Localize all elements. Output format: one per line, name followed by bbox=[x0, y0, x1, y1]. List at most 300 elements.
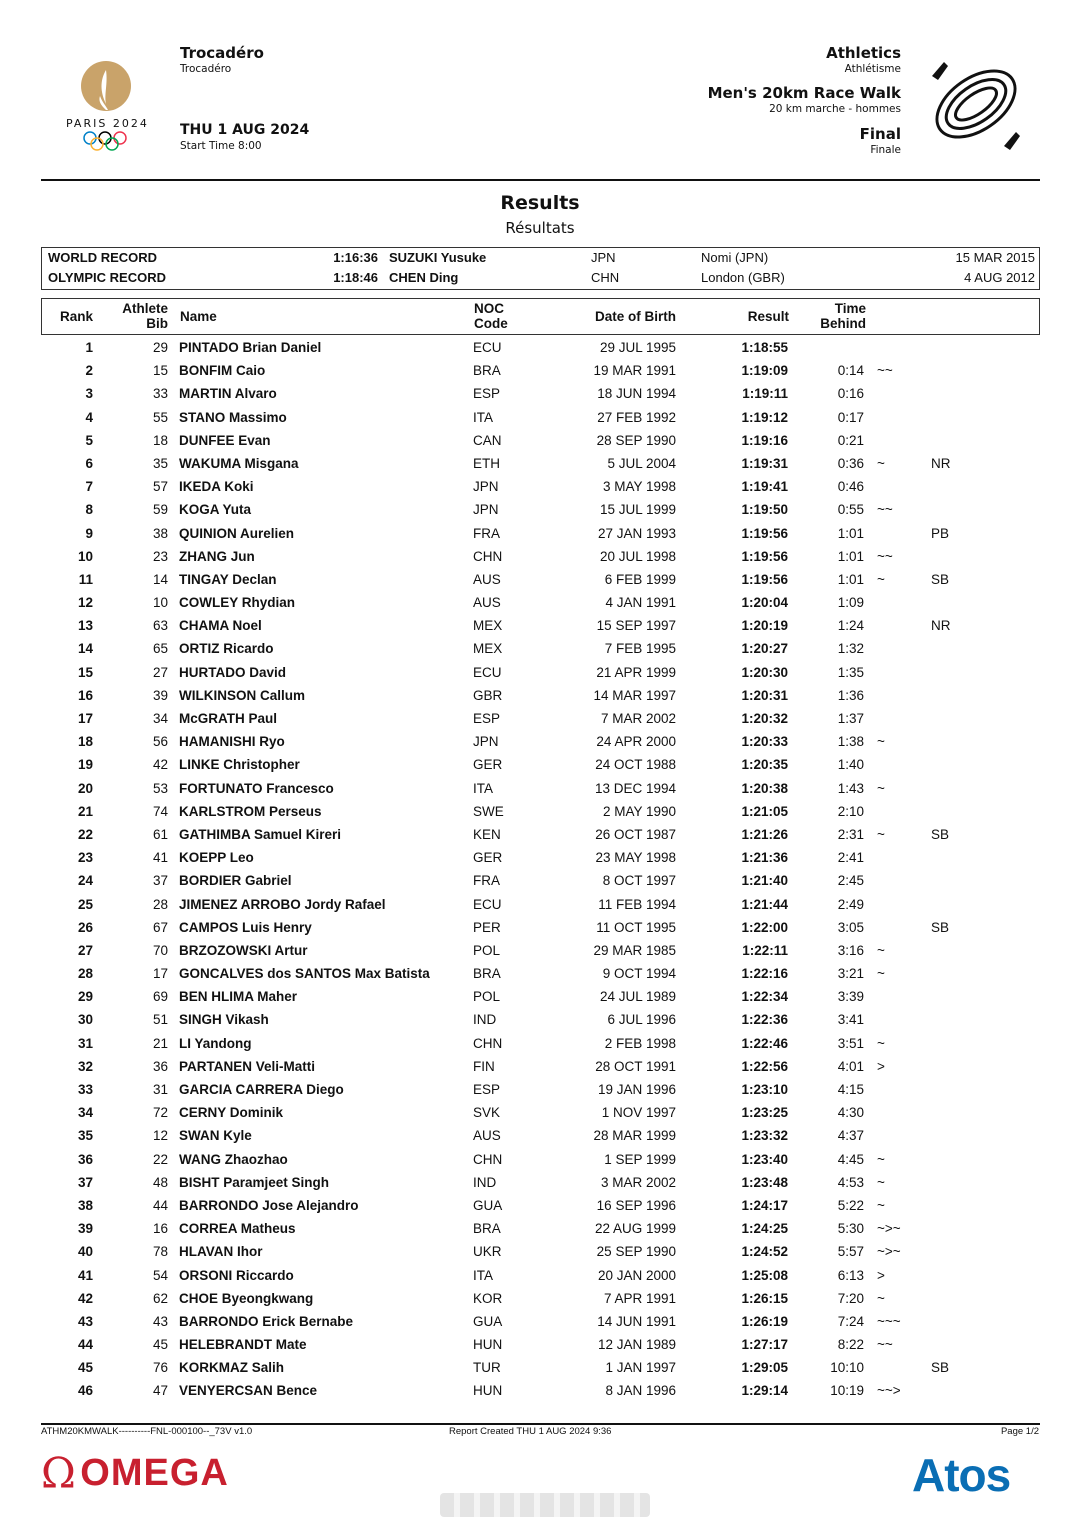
rank-cell: 10 bbox=[77, 548, 93, 564]
date-of-birth: 23 MAY 1998 bbox=[595, 850, 676, 866]
table-row bbox=[41, 662, 1040, 685]
athlete-name: WILKINSON Callum bbox=[179, 687, 306, 703]
time-behind: 4:15 bbox=[837, 1082, 864, 1097]
table-row bbox=[41, 731, 1040, 754]
noc-code: MEX bbox=[473, 618, 503, 634]
date-of-birth: 7 FEB 1995 bbox=[604, 641, 676, 657]
result-time: 1:21:40 bbox=[741, 873, 788, 889]
noc-code: ITA bbox=[473, 1267, 493, 1283]
rank-cell: 21 bbox=[77, 803, 93, 819]
noc-code: BRA bbox=[473, 1221, 501, 1237]
record-noc: CHN bbox=[591, 270, 620, 285]
rank-cell: 2 bbox=[85, 363, 93, 379]
table-row bbox=[41, 407, 1040, 430]
rank-cell: 45 bbox=[77, 1360, 93, 1376]
phase-subtitle: Finale bbox=[870, 144, 901, 156]
date-of-birth: 29 MAR 1985 bbox=[593, 942, 676, 958]
athlete-name: IKEDA Koki bbox=[179, 479, 254, 495]
noc-code: TUR bbox=[473, 1360, 501, 1376]
time-behind: 1:40 bbox=[837, 757, 864, 773]
noc-code: GBR bbox=[473, 687, 503, 703]
date-of-birth: 1 SEP 1999 bbox=[604, 1151, 676, 1167]
record-badge: SB bbox=[931, 826, 950, 842]
rank-cell: 44 bbox=[77, 1337, 93, 1353]
result-time: 1:20:04 bbox=[741, 595, 788, 611]
time-behind: 4:01 bbox=[837, 1058, 864, 1074]
athlete-name: ZHANG Jun bbox=[179, 548, 255, 564]
athlete-name: KORKMAZ Salih bbox=[179, 1360, 285, 1376]
noc-code: GUA bbox=[473, 1313, 503, 1329]
result-time: 1:20:30 bbox=[741, 664, 788, 680]
date-of-birth: 11 FEB 1994 bbox=[598, 896, 676, 912]
col-rank: Rank bbox=[60, 309, 94, 324]
table-row bbox=[41, 894, 1040, 917]
rank-cell: 41 bbox=[77, 1267, 93, 1283]
bib-cell: 74 bbox=[152, 803, 168, 819]
athlete-name: PINTADO Brian Daniel bbox=[179, 340, 322, 355]
result-time: 1:20:27 bbox=[741, 641, 788, 657]
athlete-name: WANG Zhaozhao bbox=[179, 1151, 288, 1167]
rank-cell: 25 bbox=[77, 896, 93, 912]
result-time: 1:19:31 bbox=[741, 455, 788, 471]
sport-subtitle: Athlétisme bbox=[844, 63, 901, 75]
table-row bbox=[41, 1218, 1040, 1241]
bib-cell: 38 bbox=[152, 525, 168, 541]
table-row bbox=[41, 546, 1040, 569]
time-behind: 4:30 bbox=[837, 1105, 864, 1121]
result-time: 1:19:56 bbox=[741, 525, 788, 541]
record-date: 4 AUG 2012 bbox=[964, 270, 1035, 285]
date-of-birth: 24 OCT 1988 bbox=[595, 757, 676, 773]
time-behind: 1:01 bbox=[837, 571, 864, 587]
athlete-name: KOGA Yuta bbox=[179, 502, 252, 518]
time-behind: 4:37 bbox=[837, 1128, 864, 1144]
time-behind: 1:38 bbox=[837, 734, 864, 750]
noc-code: JPN bbox=[473, 502, 499, 518]
date-of-birth: 19 MAR 1991 bbox=[593, 363, 676, 379]
result-time: 1:23:32 bbox=[741, 1128, 788, 1144]
bib-cell: 47 bbox=[152, 1383, 168, 1399]
table-row bbox=[41, 337, 1040, 360]
time-behind: 4:53 bbox=[837, 1174, 864, 1190]
noc-code: CAN bbox=[473, 432, 502, 448]
time-behind: 1:01 bbox=[837, 525, 864, 541]
bib-cell: 45 bbox=[152, 1337, 168, 1353]
bib-cell: 56 bbox=[152, 734, 168, 750]
col-dob: Date of Birth bbox=[595, 309, 676, 324]
col-noc-line1: NOC bbox=[474, 301, 504, 316]
result-time: 1:20:38 bbox=[741, 780, 788, 796]
athlete-name: BRZOZOWSKI Artur bbox=[179, 942, 308, 958]
athlete-name: TINGAY Declan bbox=[179, 571, 277, 587]
bib-cell: 31 bbox=[152, 1082, 168, 1097]
record-badge: SB bbox=[931, 1360, 950, 1376]
rank-cell: 12 bbox=[77, 595, 93, 611]
result-time: 1:24:17 bbox=[741, 1197, 788, 1213]
date-of-birth: 28 SEP 1990 bbox=[596, 432, 676, 448]
rank-cell: 35 bbox=[77, 1128, 93, 1144]
result-time: 1:20:32 bbox=[741, 711, 788, 726]
warning-marks: ~ bbox=[877, 571, 885, 587]
table-row bbox=[41, 1079, 1040, 1102]
rank-cell: 8 bbox=[85, 502, 93, 518]
result-time: 1:20:31 bbox=[741, 687, 788, 703]
time-behind: 6:13 bbox=[837, 1267, 864, 1283]
noc-code: POL bbox=[473, 942, 501, 958]
athlete-name: ORSONI Riccardo bbox=[179, 1267, 294, 1283]
table-row bbox=[41, 453, 1040, 476]
rank-cell: 38 bbox=[77, 1197, 93, 1213]
athlete-name: HURTADO David bbox=[179, 664, 287, 680]
bib-cell: 22 bbox=[152, 1151, 168, 1167]
athlete-name: WAKUMA Misgana bbox=[179, 455, 299, 471]
rank-cell: 34 bbox=[77, 1105, 93, 1121]
table-row bbox=[41, 963, 1040, 986]
result-time: 1:29:05 bbox=[741, 1360, 788, 1376]
date-of-birth: 7 MAR 2002 bbox=[600, 711, 676, 726]
footer-divider bbox=[41, 1423, 1040, 1425]
rank-cell: 13 bbox=[77, 618, 93, 634]
result-time: 1:24:52 bbox=[741, 1244, 788, 1260]
date-of-birth: 11 OCT 1995 bbox=[596, 919, 676, 935]
noc-code: UKR bbox=[473, 1244, 502, 1260]
rank-cell: 6 bbox=[85, 455, 93, 471]
warning-marks: ~ bbox=[877, 1197, 885, 1213]
result-time: 1:25:08 bbox=[741, 1267, 788, 1283]
date-of-birth: 15 SEP 1997 bbox=[596, 618, 676, 634]
table-row bbox=[41, 1380, 1040, 1403]
bib-cell: 42 bbox=[152, 757, 168, 773]
athlete-name: BONFIM Caio bbox=[179, 363, 266, 379]
noc-code: ECU bbox=[473, 896, 502, 912]
bib-cell: 39 bbox=[152, 687, 168, 703]
noc-code: BRA bbox=[473, 966, 501, 982]
warning-marks: > bbox=[877, 1058, 885, 1074]
rank-cell: 36 bbox=[77, 1151, 93, 1167]
rank-cell: 17 bbox=[77, 711, 93, 726]
athlete-name: JIMENEZ ARROBO Jordy Rafael bbox=[179, 896, 386, 912]
time-behind: 0:36 bbox=[837, 455, 864, 471]
rank-cell: 31 bbox=[77, 1035, 93, 1051]
result-time: 1:18:55 bbox=[741, 340, 788, 355]
noc-code: SWE bbox=[473, 803, 504, 819]
noc-code: CHN bbox=[473, 548, 503, 564]
bib-cell: 69 bbox=[152, 989, 168, 1005]
time-behind: 5:57 bbox=[837, 1244, 864, 1260]
record-label: OLYMPIC RECORD bbox=[48, 270, 166, 285]
result-time: 1:22:00 bbox=[741, 919, 788, 935]
time-behind: 3:05 bbox=[837, 919, 864, 935]
result-time: 1:27:17 bbox=[741, 1337, 788, 1353]
noc-code: ETH bbox=[473, 455, 500, 471]
rank-cell: 23 bbox=[77, 850, 93, 866]
result-time: 1:23:48 bbox=[741, 1174, 788, 1190]
noc-code: ESP bbox=[473, 1082, 501, 1097]
table-row bbox=[41, 1195, 1040, 1218]
table-row bbox=[41, 592, 1040, 615]
time-behind: 3:16 bbox=[837, 942, 864, 958]
time-behind: 2:45 bbox=[837, 873, 864, 889]
table-row bbox=[41, 1149, 1040, 1172]
date-of-birth: 18 JUN 1994 bbox=[597, 386, 676, 402]
table-row bbox=[41, 870, 1040, 893]
time-behind: 3:21 bbox=[837, 966, 864, 982]
noc-code: CHN bbox=[473, 1151, 503, 1167]
athlete-name: CHAMA Noel bbox=[179, 618, 262, 634]
noc-code: FRA bbox=[473, 873, 500, 889]
table-row bbox=[41, 1009, 1040, 1032]
date-of-birth: 13 DEC 1994 bbox=[594, 780, 676, 796]
bib-cell: 41 bbox=[152, 850, 168, 866]
date-of-birth: 22 AUG 1999 bbox=[594, 1221, 676, 1237]
rank-cell: 37 bbox=[77, 1174, 93, 1190]
result-time: 1:19:50 bbox=[741, 502, 788, 518]
warning-marks: ~~ bbox=[877, 363, 893, 379]
table-row bbox=[41, 1125, 1040, 1148]
table-row bbox=[41, 986, 1040, 1009]
athlete-name: McGRATH Paul bbox=[179, 711, 278, 726]
time-behind: 1:24 bbox=[837, 618, 864, 634]
record-time: 1:16:36 bbox=[333, 250, 378, 265]
record-badge: NR bbox=[931, 618, 951, 634]
omega-symbol-icon: Ω bbox=[41, 1448, 76, 1498]
date-of-birth: 7 APR 1991 bbox=[603, 1290, 676, 1306]
time-behind: 0:17 bbox=[837, 409, 864, 425]
bib-cell: 17 bbox=[152, 966, 168, 982]
rank-cell: 11 bbox=[78, 571, 93, 587]
record-label: WORLD RECORD bbox=[48, 250, 158, 265]
warning-marks: ~ bbox=[877, 780, 885, 796]
bib-cell: 43 bbox=[152, 1313, 168, 1329]
noc-code: KOR bbox=[473, 1290, 503, 1306]
result-time: 1:22:11 bbox=[742, 942, 788, 958]
time-behind: 4:45 bbox=[837, 1151, 864, 1167]
bib-cell: 63 bbox=[152, 618, 168, 634]
table-row bbox=[41, 1033, 1040, 1056]
table-row bbox=[41, 917, 1040, 940]
athlete-name: CORREA Matheus bbox=[179, 1221, 296, 1237]
athlete-name: HAMANISHI Ryo bbox=[179, 734, 285, 750]
athlete-name: GONCALVES dos SANTOS Max Batista bbox=[179, 966, 430, 982]
warning-marks: ~ bbox=[877, 1290, 885, 1306]
warning-marks: ~ bbox=[877, 734, 885, 750]
date-of-birth: 24 JUL 1989 bbox=[599, 989, 676, 1005]
result-time: 1:24:25 bbox=[741, 1221, 788, 1237]
bib-cell: 70 bbox=[152, 942, 168, 958]
table-row bbox=[41, 1056, 1040, 1079]
date-of-birth: 1 JAN 1997 bbox=[605, 1360, 676, 1376]
event-subtitle: 20 km marche - hommes bbox=[769, 103, 901, 115]
bib-cell: 51 bbox=[152, 1012, 168, 1028]
athlete-name: SINGH Vikash bbox=[179, 1012, 269, 1028]
date-of-birth: 24 APR 2000 bbox=[596, 734, 676, 750]
noc-code: MEX bbox=[473, 641, 503, 657]
noc-code: JPN bbox=[473, 734, 499, 750]
col-name: Name bbox=[180, 309, 217, 324]
athlete-name: MARTIN Alvaro bbox=[179, 386, 277, 402]
table-row bbox=[41, 383, 1040, 406]
rank-cell: 3 bbox=[85, 386, 93, 402]
time-behind: 2:10 bbox=[837, 803, 864, 819]
rank-cell: 5 bbox=[85, 432, 93, 448]
rank-cell: 46 bbox=[77, 1383, 93, 1399]
warning-marks: ~~~ bbox=[877, 1313, 901, 1329]
noc-code: BRA bbox=[473, 363, 501, 379]
noc-code: AUS bbox=[473, 571, 501, 587]
atos-logo: Atos bbox=[912, 1449, 1011, 1501]
noc-code: IND bbox=[473, 1012, 497, 1028]
noc-code: AUS bbox=[473, 1128, 501, 1144]
date-of-birth: 3 MAY 1998 bbox=[602, 479, 676, 495]
time-behind: 0:14 bbox=[837, 363, 864, 379]
bib-cell: 62 bbox=[152, 1290, 168, 1306]
athlete-name: GARCIA CARRERA Diego bbox=[179, 1082, 344, 1097]
table-row bbox=[41, 1102, 1040, 1125]
event-date: THU 1 AUG 2024 bbox=[180, 122, 310, 138]
date-of-birth: 5 JUL 2004 bbox=[607, 455, 676, 471]
time-behind: 2:31 bbox=[837, 826, 864, 842]
date-of-birth: 3 MAR 2002 bbox=[600, 1174, 676, 1190]
time-behind: 1:01 bbox=[837, 548, 864, 564]
col-result: Result bbox=[747, 309, 789, 324]
col-behind-line1: Time bbox=[834, 301, 866, 316]
warning-marks: ~>~ bbox=[877, 1244, 901, 1260]
time-behind: 1:43 bbox=[837, 780, 864, 796]
col-bib-line1: Athlete bbox=[122, 301, 168, 316]
date-of-birth: 4 JAN 1991 bbox=[605, 595, 676, 611]
date-of-birth: 28 OCT 1991 bbox=[595, 1058, 676, 1074]
noc-code: IND bbox=[473, 1174, 497, 1190]
noc-code: KEN bbox=[473, 826, 501, 842]
omega-wordmark: OMEGA bbox=[80, 1452, 229, 1494]
page-number: Page 1/2 bbox=[1000, 1426, 1039, 1437]
result-time: 1:21:05 bbox=[741, 803, 788, 819]
date-of-birth: 27 JAN 1993 bbox=[597, 525, 676, 541]
athlete-name: BARRONDO Jose Alejandro bbox=[179, 1197, 359, 1213]
bib-cell: 55 bbox=[152, 409, 168, 425]
date-of-birth: 14 MAR 1997 bbox=[593, 687, 676, 703]
warning-marks: ~ bbox=[877, 455, 885, 471]
noc-code: HUN bbox=[473, 1383, 503, 1399]
result-time: 1:23:10 bbox=[741, 1082, 788, 1097]
noc-code: FRA bbox=[473, 525, 500, 541]
bib-cell: 23 bbox=[152, 548, 168, 564]
date-of-birth: 8 OCT 1997 bbox=[602, 873, 676, 889]
time-behind: 3:39 bbox=[837, 989, 864, 1005]
rank-cell: 27 bbox=[77, 942, 93, 958]
table-row bbox=[41, 708, 1040, 731]
time-behind: 8:22 bbox=[837, 1337, 864, 1353]
date-of-birth: 27 FEB 1992 bbox=[597, 409, 676, 425]
athlete-name: SWAN Kyle bbox=[179, 1128, 252, 1144]
rank-cell: 26 bbox=[77, 919, 93, 935]
bib-cell: 15 bbox=[152, 363, 168, 379]
date-of-birth: 15 JUL 1999 bbox=[599, 502, 676, 518]
athlete-name: BARRONDO Erick Bernabe bbox=[179, 1313, 354, 1329]
athlete-name: HELEBRANDT Mate bbox=[179, 1337, 307, 1353]
warning-marks: ~ bbox=[877, 1151, 885, 1167]
athlete-name: GATHIMBA Samuel Kireri bbox=[179, 826, 342, 842]
time-behind: 5:30 bbox=[837, 1221, 864, 1237]
report-created: Report Created THU 1 AUG 2024 9:36 bbox=[449, 1426, 612, 1437]
table-row bbox=[41, 801, 1040, 824]
col-noc-line2: Code bbox=[474, 316, 508, 331]
rank-cell: 39 bbox=[77, 1221, 93, 1237]
table-row bbox=[41, 1357, 1040, 1380]
athlete-name: LI Yandong bbox=[179, 1035, 252, 1051]
rank-cell: 32 bbox=[77, 1058, 93, 1074]
table-row bbox=[41, 1311, 1040, 1334]
noc-code: AUS bbox=[473, 595, 501, 611]
time-behind: 1:09 bbox=[837, 595, 864, 611]
result-time: 1:20:19 bbox=[741, 618, 788, 634]
time-behind: 0:46 bbox=[837, 479, 864, 495]
athlete-name: PARTANEN Veli-Matti bbox=[179, 1058, 316, 1074]
bib-cell: 59 bbox=[152, 502, 168, 518]
col-bib-line2: Bib bbox=[146, 316, 168, 331]
time-behind: 1:35 bbox=[837, 664, 864, 680]
athlete-name: BISHT Paramjeet Singh bbox=[179, 1174, 330, 1190]
bib-cell: 28 bbox=[152, 896, 168, 912]
rank-cell: 29 bbox=[77, 989, 93, 1005]
noc-code: ITA bbox=[473, 409, 493, 425]
result-time: 1:22:56 bbox=[741, 1058, 788, 1074]
rank-cell: 20 bbox=[77, 780, 93, 796]
date-of-birth: 1 NOV 1997 bbox=[601, 1105, 676, 1121]
rank-cell: 4 bbox=[85, 409, 93, 425]
bib-cell: 33 bbox=[152, 386, 168, 402]
noc-code: POL bbox=[473, 989, 501, 1005]
table-row bbox=[41, 499, 1040, 522]
athlete-name: FORTUNATO Francesco bbox=[179, 780, 334, 796]
table-row bbox=[41, 1265, 1040, 1288]
bib-cell: 48 bbox=[152, 1174, 168, 1190]
table-row bbox=[41, 847, 1040, 870]
athlete-name: KARLSTROM Perseus bbox=[179, 803, 322, 819]
record-badge: NR bbox=[931, 455, 951, 471]
result-time: 1:19:56 bbox=[741, 571, 788, 587]
rank-cell: 7 bbox=[85, 479, 93, 495]
records-box bbox=[41, 247, 1040, 290]
date-of-birth: 25 SEP 1990 bbox=[596, 1244, 676, 1260]
date-of-birth: 9 OCT 1994 bbox=[602, 966, 676, 982]
athlete-name: HLAVAN Ihor bbox=[179, 1244, 263, 1260]
warning-marks: ~~ bbox=[877, 548, 893, 564]
athlete-name: CHOE Byeongkwang bbox=[179, 1290, 314, 1306]
rank-cell: 28 bbox=[77, 966, 93, 982]
time-behind: 2:41 bbox=[837, 850, 864, 866]
table-row bbox=[41, 778, 1040, 801]
table-row bbox=[41, 1334, 1040, 1357]
date-of-birth: 19 JAN 1996 bbox=[597, 1082, 676, 1097]
athlete-name: CERNY Dominik bbox=[179, 1105, 284, 1121]
date-of-birth: 8 JAN 1996 bbox=[605, 1383, 676, 1399]
date-of-birth: 20 JUL 1998 bbox=[599, 548, 676, 564]
bib-cell: 16 bbox=[152, 1221, 168, 1237]
record-badge: SB bbox=[931, 571, 950, 587]
time-behind: 1:32 bbox=[837, 641, 864, 657]
table-row bbox=[41, 569, 1040, 592]
bib-cell: 36 bbox=[152, 1058, 168, 1074]
date-of-birth: 29 JUL 1995 bbox=[599, 340, 676, 355]
result-time: 1:19:11 bbox=[742, 386, 788, 402]
record-time: 1:18:46 bbox=[333, 270, 378, 285]
table-row bbox=[41, 1172, 1040, 1195]
noc-code: ITA bbox=[473, 780, 493, 796]
date-of-birth: 6 FEB 1999 bbox=[604, 571, 676, 587]
noc-code: FIN bbox=[473, 1058, 495, 1074]
warning-marks: ~ bbox=[877, 1035, 885, 1051]
